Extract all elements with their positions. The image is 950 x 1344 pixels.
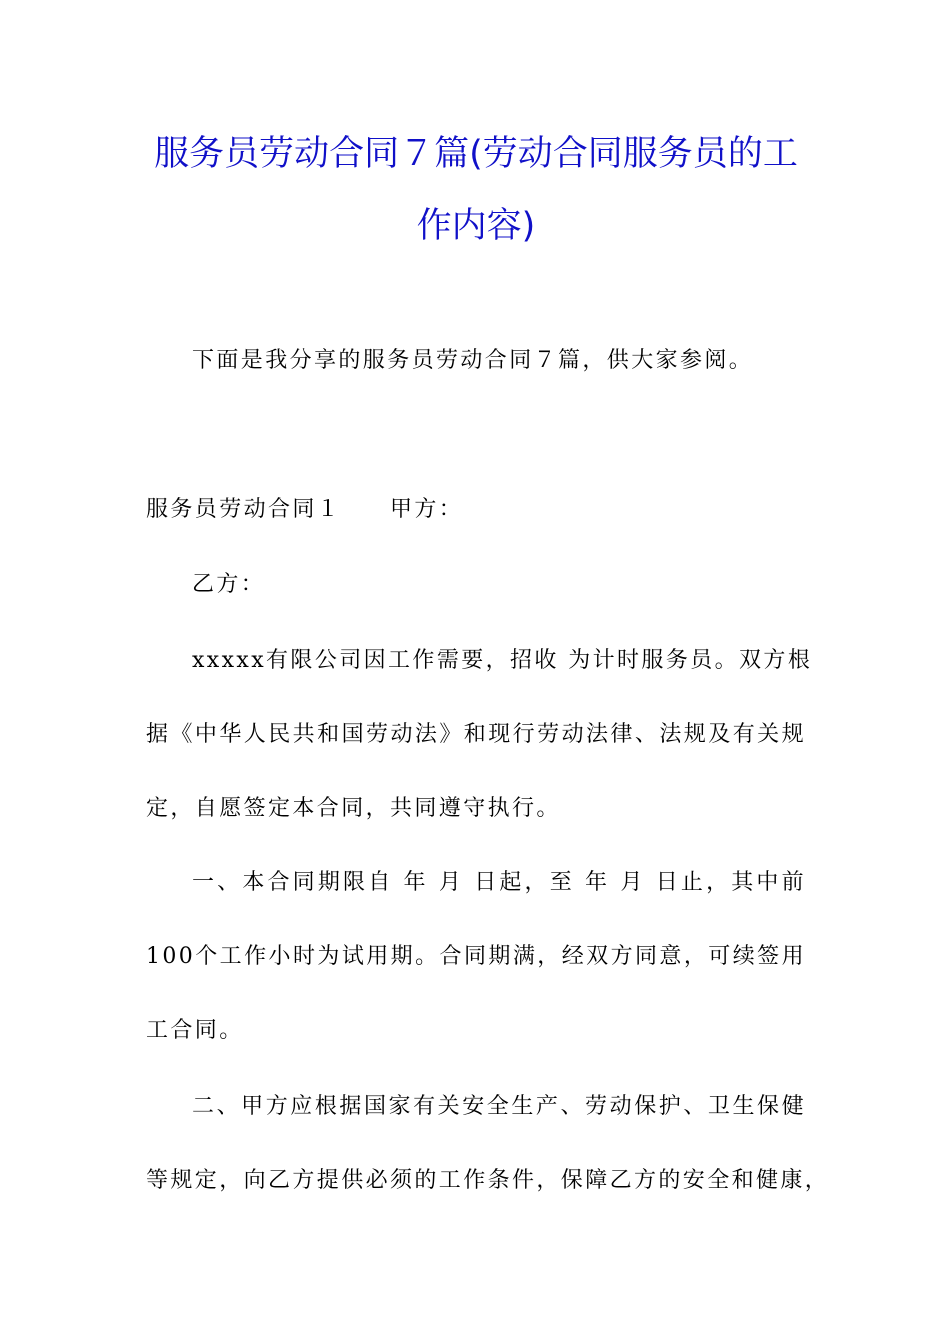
paragraph-1-line-1: xxxxx有限公司因工作需要，招收 为计时服务员。双方根 (192, 648, 813, 673)
paragraph-2-line-3: 工合同。 (146, 1018, 244, 1043)
paragraph-1-line-2: 据《中华人民共和国劳动法》和现行劳动法律、法规及有关规 (146, 722, 806, 747)
paragraph-2-line-1: 一、本合同期限自 年 月 日起，至 年 月 日止，其中前 (192, 870, 806, 895)
intro-paragraph: 下面是我分享的服务员劳动合同７篇，供大家参阅。 (192, 348, 754, 373)
document-title-line-1: 服务员劳动合同７篇(劳动合同服务员的工 (154, 134, 798, 174)
paragraph-2-line-2: 100个工作小时为试用期。合同期满，经双方同意，可续签用 (146, 944, 806, 969)
paragraph-3-line-2: 等规定，向乙方提供必须的工作条件，保障乙方的安全和健康， (146, 1168, 830, 1193)
section-heading: 服务员劳动合同１ 甲方： (146, 497, 464, 522)
party-b-label: 乙方： (192, 572, 266, 597)
paragraph-1-line-3: 定，自愿签定本合同，共同遵守执行。 (146, 796, 561, 821)
paragraph-3-line-1: 二、甲方应根据国家有关安全生产、劳动保护、卫生保健 (192, 1094, 806, 1119)
document-title-line-2: 作内容) (416, 206, 536, 246)
